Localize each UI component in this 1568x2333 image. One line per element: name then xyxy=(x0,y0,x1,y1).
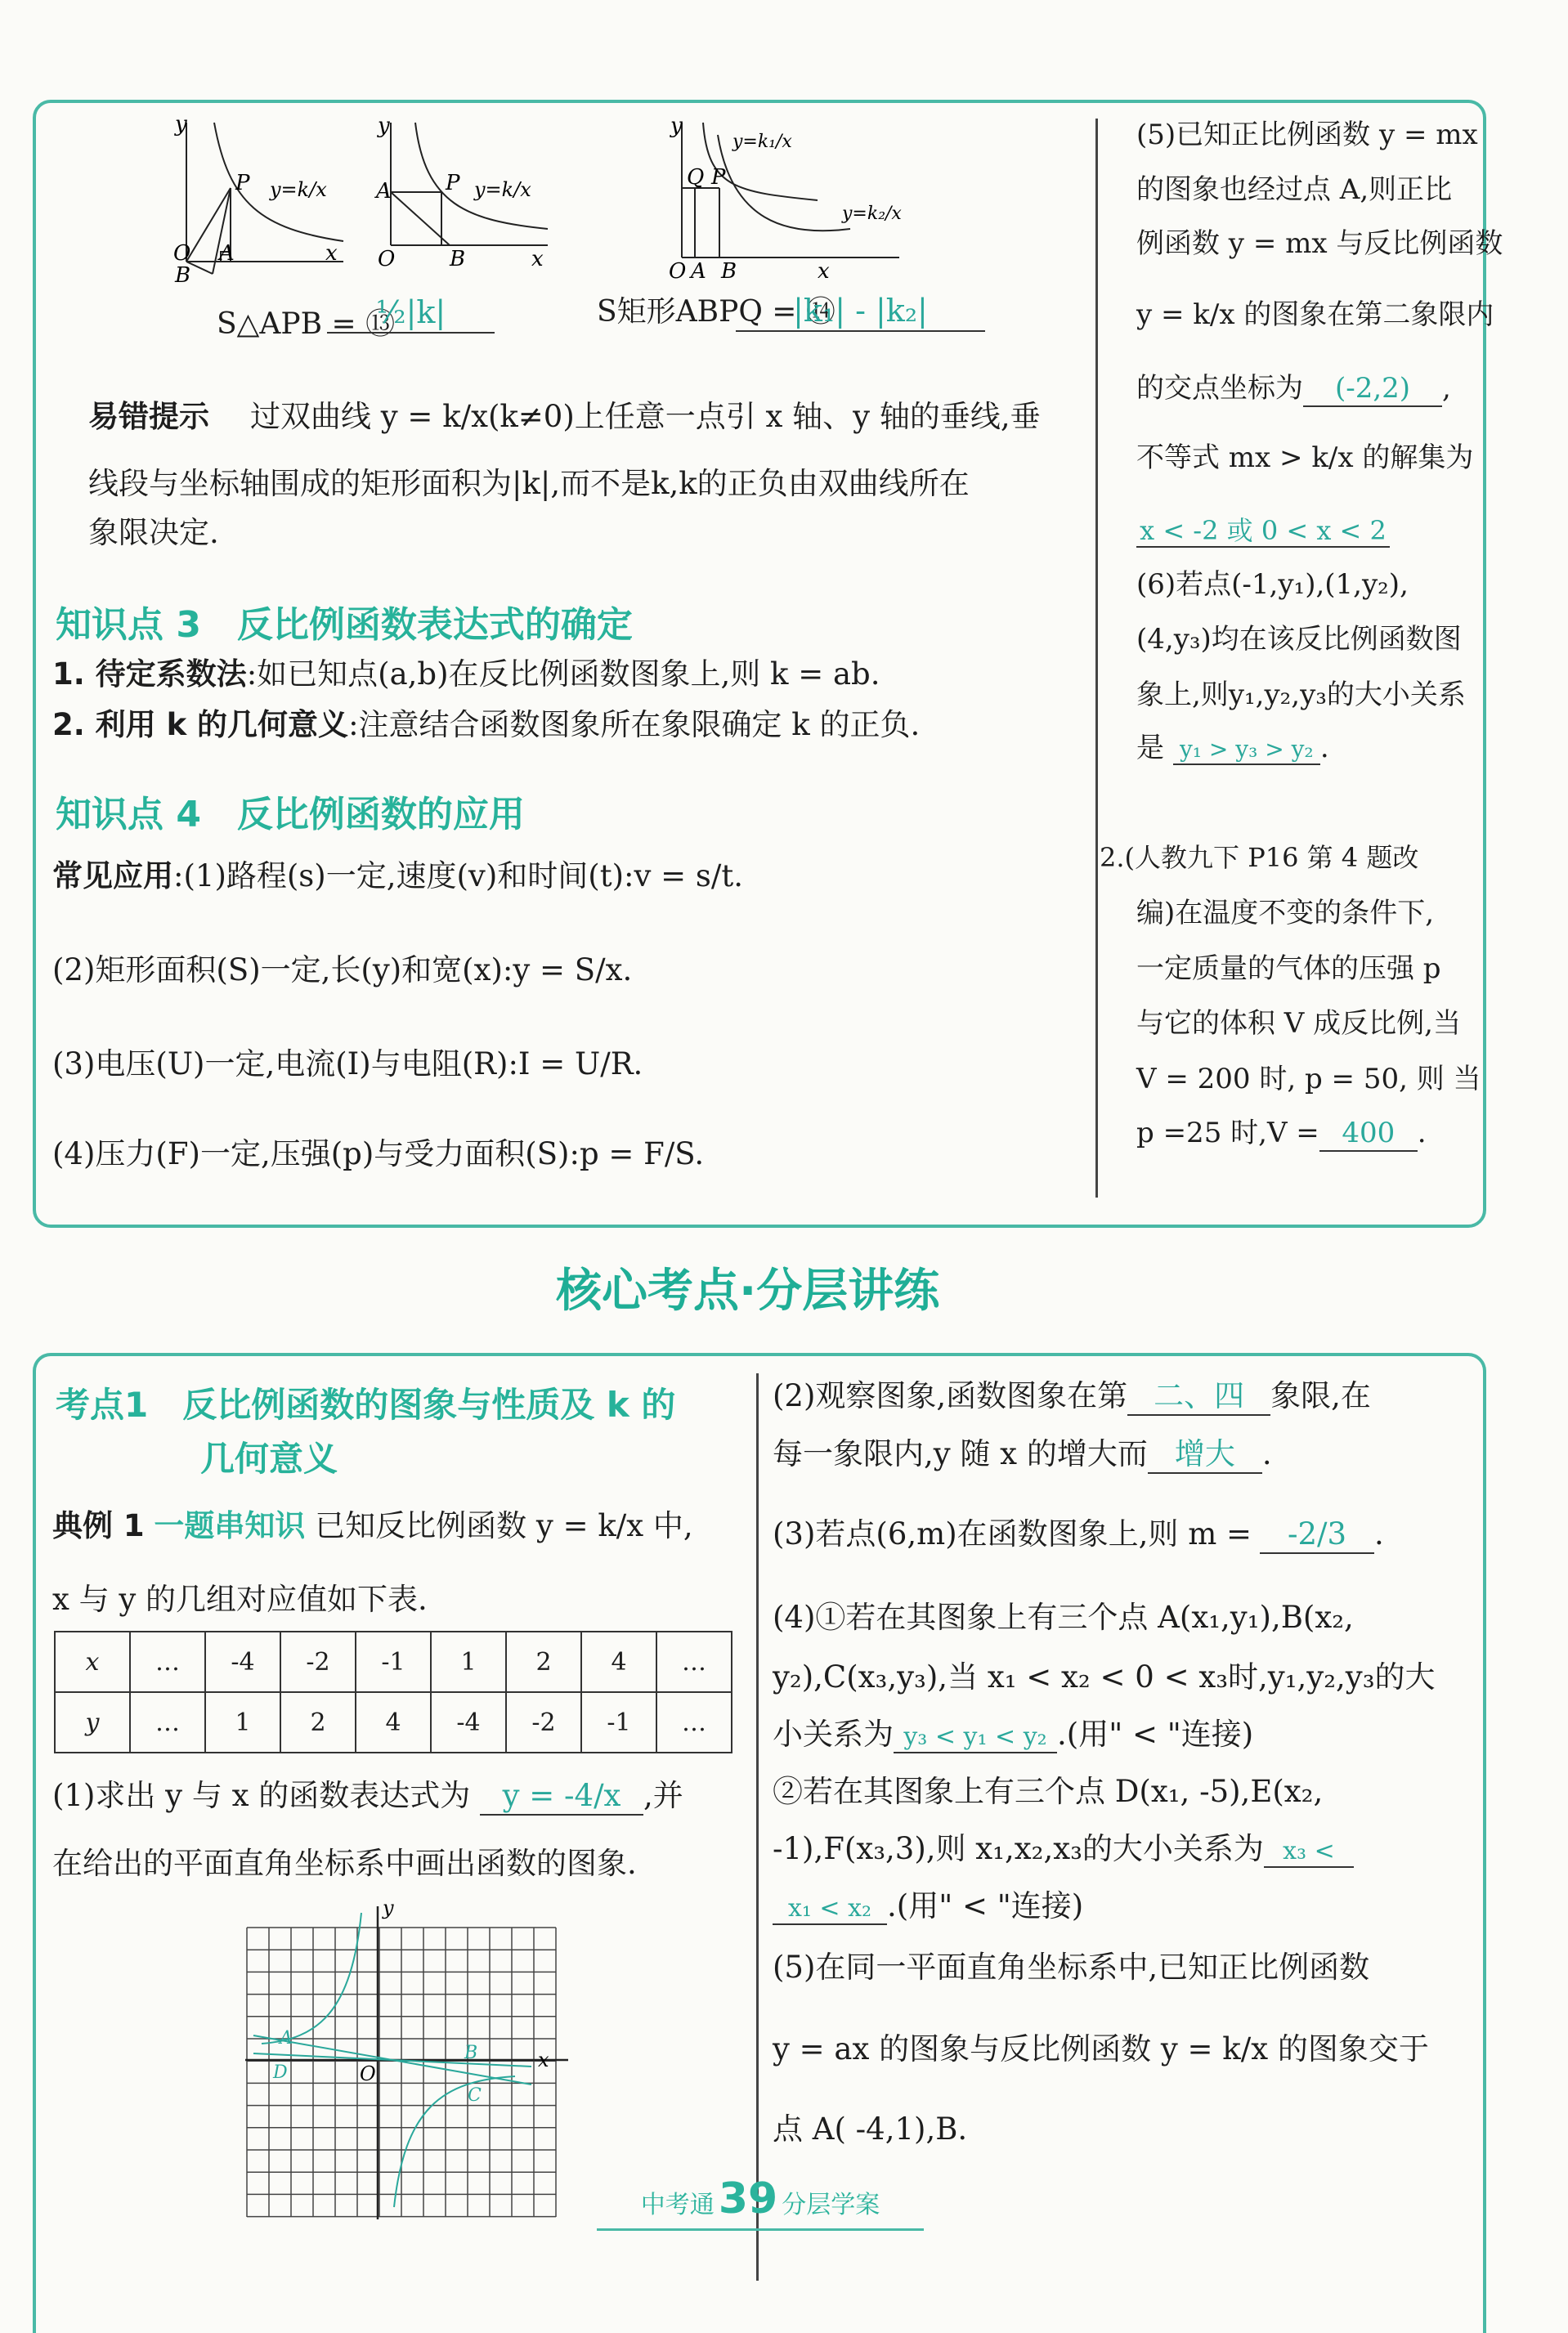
table-cell: -4 xyxy=(431,1692,506,1753)
q4-line-1: (4)①若在其图象上有三个点 A(x₁,y₁),B(x₂, xyxy=(773,1600,1354,1635)
footer-left: 中考通 xyxy=(640,2191,715,2219)
q2-line-4: 与它的体积 V 成反比例,当 xyxy=(1136,1007,1461,1040)
q2-trend-answer: 增大 xyxy=(1148,1436,1262,1474)
q1-answer: y = -4/x xyxy=(480,1778,643,1816)
table-cell: 1 xyxy=(205,1692,280,1753)
axis-x-label: x xyxy=(818,259,830,284)
kp3-item-2-text: :注意结合函数图象所在象限确定 k 的正负. xyxy=(348,707,921,742)
origin-label: O xyxy=(669,259,687,284)
table-cell: 1 xyxy=(431,1632,506,1692)
q4-order-answer: y₃ < y₁ < y₂ xyxy=(894,1722,1057,1753)
q2-line-1: 2.(人教九下 P16 第 4 题改 xyxy=(1100,842,1419,873)
kp3-item-1-text: :如已知点(a,b)在反比例函数图象上,则 k = ab. xyxy=(246,656,880,692)
q2-line-6: p =25 时,V = 400 . xyxy=(1136,1117,1427,1152)
kp3-item-1 xyxy=(52,656,880,692)
q4-order-tail: .(用" < "连接) xyxy=(1057,1717,1254,1752)
example-label: 典例 1 xyxy=(52,1508,145,1543)
topic1-title: 考点1 反比例函数的图象与性质及 k 的 xyxy=(56,1385,676,1425)
answer-volume: 400 xyxy=(1319,1117,1418,1152)
curve-equation: y=k/x xyxy=(474,178,531,201)
diagram-triangle-area xyxy=(164,114,368,286)
tip-title: 易错提示 xyxy=(88,399,209,434)
table-cell: … xyxy=(130,1692,205,1753)
rectangle-area-answer: |k₁| - |k₂| xyxy=(736,293,985,332)
axis-y-label: y xyxy=(670,114,683,138)
table-cell: 2 xyxy=(506,1632,581,1692)
coordinate-grid xyxy=(237,1896,580,2232)
example-1-line-2: x 与 y 的几组对应值如下表. xyxy=(52,1582,428,1617)
answer-y-order: y₁ > y₃ > y₂ xyxy=(1173,736,1320,765)
grid-point-b-label: B xyxy=(464,2043,478,2063)
q2-trend-tail: . xyxy=(1261,1436,1272,1471)
point-p-label: P xyxy=(446,171,460,195)
curve2-equation: y=k₂/x xyxy=(842,204,902,224)
section-title: 核心考点·分层讲练 xyxy=(556,1265,940,1318)
table-row xyxy=(55,1632,732,1692)
answer-solution-set: x < -2 或 0 < x < 2 xyxy=(1136,515,1390,548)
point-p-label: P xyxy=(235,171,250,195)
kp4-line-4: (4)压力(F)一定,压强(p)与受力面积(S):p = F/S. xyxy=(52,1136,705,1171)
table-row xyxy=(55,1692,732,1753)
right-line-10-text: 是 xyxy=(1136,732,1164,764)
example-1-line xyxy=(52,1508,693,1544)
right-line-5-text: 的交点坐标为 xyxy=(1136,372,1303,405)
q3-text: (3)若点(6,m)在函数图象上,则 m = xyxy=(773,1516,1252,1552)
q1-tail: ,并 xyxy=(643,1778,683,1813)
axis-y-label: y xyxy=(378,114,390,138)
q2-line-6-text: p =25 时,V = xyxy=(1136,1117,1319,1149)
table-cell: -2 xyxy=(280,1632,356,1692)
q3-line xyxy=(773,1516,1384,1554)
q2-quadrant-answer: 二、四 xyxy=(1127,1378,1270,1416)
curve1-equation: y=k₁/x xyxy=(732,132,792,152)
kp3-item-1-label: 1. 待定系数法 xyxy=(52,656,247,692)
q2-observe-tail: 象限,在 xyxy=(1270,1378,1371,1413)
q2-observe-text: (2)观察图象,函数图象在第 xyxy=(773,1378,1128,1413)
table-cell: -1 xyxy=(581,1692,656,1753)
q2-observe-line-2 xyxy=(773,1436,1272,1474)
right-line-3: 例函数 y = mx 与反比例函数 xyxy=(1136,227,1503,260)
point-p-label: P xyxy=(711,165,726,190)
q2-line-2: 编)在温度不变的条件下, xyxy=(1136,897,1435,929)
q3-answer: -2/3 xyxy=(1260,1516,1374,1554)
q4-x-order-text: -1),F(x₃,3),则 x₁,x₂,x₃的大小关系为 xyxy=(773,1831,1264,1866)
q4-line-3 xyxy=(773,1717,1253,1753)
kp4-line-1 xyxy=(52,858,743,894)
table-cell: 4 xyxy=(356,1692,431,1753)
q4-line-5 xyxy=(773,1831,1354,1868)
example-tag: 一题串知识 xyxy=(154,1508,306,1543)
table-cell: … xyxy=(130,1632,205,1692)
table-cell: x xyxy=(55,1632,130,1692)
right-line-2: 的图象也经过点 A,则正比 xyxy=(1136,173,1453,206)
grid-y-label: y xyxy=(383,1896,394,1919)
diagram-rectangle-area xyxy=(368,114,564,270)
q5-line-2: y = ax 的图象与反比例函数 y = k/x 的图象交于 xyxy=(773,2031,1429,2067)
q4-line-4: ②若在其图象上有三个点 D(x₁, -5),E(x₂, xyxy=(773,1774,1324,1809)
q1-text: (1)求出 y 与 x 的函数表达式为 xyxy=(52,1778,471,1813)
q2-line-3: 一定质量的气体的压强 p xyxy=(1136,952,1441,985)
q2-line-5: V = 200 时, p = 50, 则 当 xyxy=(1136,1063,1481,1095)
right-line-6: 不等式 mx > k/x 的解集为 xyxy=(1136,441,1474,474)
q1-line-2: 在给出的平面直角坐标系中画出函数的图象. xyxy=(52,1846,637,1881)
origin-label: O xyxy=(378,247,396,270)
kp4-label: 常见应用 xyxy=(52,858,173,893)
footer-right: 分层学案 xyxy=(782,2191,880,2219)
grid-origin-label: O xyxy=(360,2062,376,2085)
kp4-line-3: (3)电压(U)一定,电流(I)与电阻(R):I = U/R. xyxy=(52,1046,643,1081)
q4-line-6 xyxy=(773,1888,1083,1925)
right-line-10: 是 y₁ > y₃ > y₂ . xyxy=(1136,732,1329,764)
topic1-title-2: 几何意义 xyxy=(200,1439,338,1479)
right-line-5: 的交点坐标为 (-2,2) , xyxy=(1136,372,1451,407)
grid-point-a-label: A xyxy=(280,2028,293,2049)
column-divider xyxy=(1095,119,1098,1198)
triangle-area-label: S△APB = ⑬ xyxy=(217,307,396,341)
table-cell: -4 xyxy=(205,1632,280,1692)
table-cell: 2 xyxy=(280,1692,356,1753)
axis-y-label: y xyxy=(175,114,187,137)
point-q-label: Q xyxy=(687,165,705,190)
point-a-label: A xyxy=(219,241,235,266)
right-line-7: (6)若点(-1,y₁),(1,y₂), xyxy=(1136,568,1409,601)
tip-line-3: 象限决定. xyxy=(88,515,219,550)
tip-line-1: 过双曲线 y = k/x(k≠0)上任意一点引 x 轴、y 轴的垂线,垂 xyxy=(250,399,1041,434)
point-b-label: B xyxy=(721,259,737,284)
value-table xyxy=(54,1631,732,1753)
grid-point-c-label: C xyxy=(468,2085,482,2106)
table-cell: -1 xyxy=(356,1632,431,1692)
kp3-title: 知识点 3 反比例函数表达式的确定 xyxy=(56,604,633,646)
column-divider-2 xyxy=(756,1373,759,2281)
page-number: 39 xyxy=(718,2174,778,2223)
q4-order-text: 小关系为 xyxy=(773,1717,894,1752)
triangle-area-answer: ½|k| xyxy=(327,294,495,334)
right-line-9: 象上,则y₁,y₂,y₃的大小关系 xyxy=(1136,678,1466,711)
q5-line-3: 点 A( -4,1),B. xyxy=(773,2111,968,2147)
q4-line-2: y₂),C(x₃,y₃),当 x₁ < x₂ < 0 < x₃时,y₁,y₂,y₃的大 xyxy=(773,1659,1436,1695)
q1-line-1 xyxy=(52,1778,683,1816)
example-text: 已知反比例函数 y = k/x 中, xyxy=(315,1508,693,1543)
table-cell: 4 xyxy=(581,1632,656,1692)
right-line-4: y = k/x 的图象在第二象限内 xyxy=(1136,298,1494,331)
kp4-line-1-text: :(1)路程(s)一定,速度(v)和时间(t):v = s/t. xyxy=(173,858,743,893)
table-cell: y xyxy=(55,1692,130,1753)
right-line-8: (4,y₃)均在该反比例函数图 xyxy=(1136,623,1462,656)
answer-intersection: (-2,2) xyxy=(1303,372,1442,407)
right-line-1: (5)已知正比例函数 y = mx xyxy=(1136,119,1478,151)
point-a-label: A xyxy=(376,179,392,204)
grid-x-label: x xyxy=(538,2049,549,2071)
point-b-label: B xyxy=(175,263,191,286)
grid-point-d-label: D xyxy=(273,2062,288,2083)
point-b-label: B xyxy=(450,247,466,270)
q4-x-order-answer-2: x₁ < x₂ xyxy=(773,1894,887,1925)
q5-line-1: (5)在同一平面直角坐标系中,已知正比例函数 xyxy=(773,1950,1370,1985)
origin-label: O xyxy=(173,241,191,266)
q3-end: . xyxy=(1374,1516,1384,1552)
table-cell: -2 xyxy=(506,1692,581,1753)
rectangle-area-label: S矩形ABPQ = ⑭ xyxy=(597,295,836,329)
axis-x-label: x xyxy=(531,247,544,270)
tip-line-2: 线段与坐标轴围成的矩形面积为|k|,而不是k,k的正负由双曲线所在 xyxy=(88,466,970,501)
q2-observe-line-1 xyxy=(773,1378,1371,1416)
axis-x-label: x xyxy=(325,241,338,266)
table-cell: … xyxy=(656,1632,732,1692)
diagram-two-curves xyxy=(654,114,916,286)
q4-x-order-tail: .(用" < "连接) xyxy=(887,1888,1084,1923)
q2-trend-text: 每一象限内,y 随 x 的增大而 xyxy=(773,1436,1148,1471)
kp4-title: 知识点 4 反比例函数的应用 xyxy=(56,794,525,835)
footer xyxy=(597,2174,924,2231)
q4-x-order-answer-1: x₃ < xyxy=(1264,1837,1354,1868)
kp3-item-2 xyxy=(52,707,920,743)
curve-equation: y=k/x xyxy=(270,178,327,201)
table-cell: … xyxy=(656,1692,732,1753)
kp4-line-2: (2)矩形面积(S)一定,长(y)和宽(x):y = S/x. xyxy=(52,952,633,987)
kp3-item-2-label: 2. 利用 k 的几何意义 xyxy=(52,707,349,742)
point-a-label: A xyxy=(691,259,706,284)
